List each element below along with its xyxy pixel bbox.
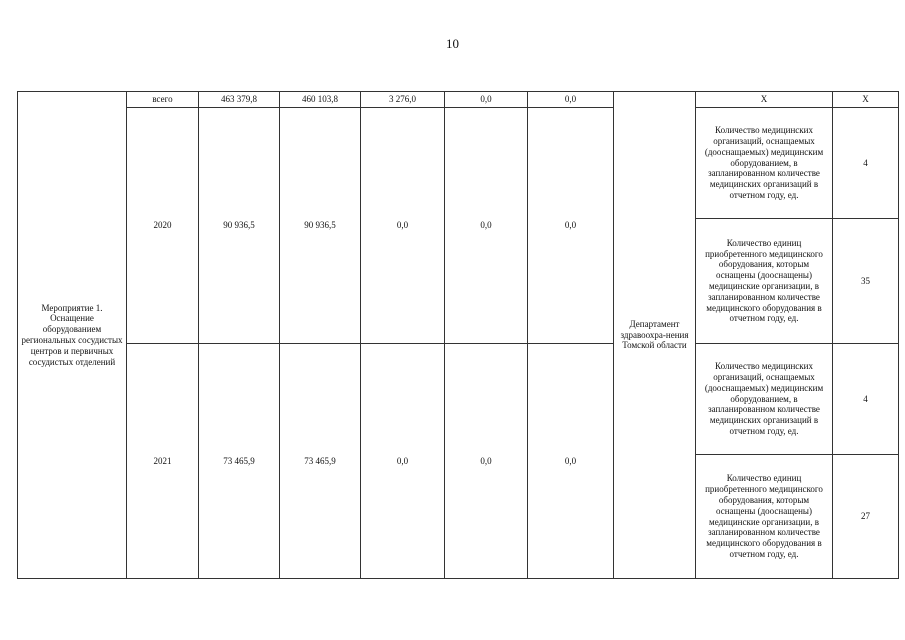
- year-cell: 2020: [127, 108, 199, 344]
- indicator-value: 35: [833, 219, 899, 344]
- year-row: [18, 108, 899, 219]
- page-number: 10: [446, 36, 459, 51]
- event-name: Мероприятие 1. Оснащение оборудованием региональных сосудистых центров и первичных сосудистых отделений: [18, 92, 127, 579]
- indicator-text: Количество единиц приобретенного медицинского оборудования, которым оснащены (дооснащены) медицинские организации, в запланированном количестве медицинского оборудования в отчетном году, ед.: [696, 219, 833, 344]
- year-value: 0,0: [528, 344, 614, 579]
- indicator-text: Количество медицинских организаций, оснащаемых (дооснащаемых) медицинским оборудованием, в запланированном количестве медицинских организаций в отчетном году, ед.: [696, 108, 833, 219]
- indicator-text: Количество единиц приобретенного медицинского оборудования, которым оснащены (дооснащены) медицинские организации, в запланированном количестве медицинского оборудования в отчетном году, ед.: [696, 455, 833, 579]
- year-value: 0,0: [361, 108, 445, 344]
- year-cell: 2021: [127, 344, 199, 579]
- year-value: 73 465,9: [280, 344, 361, 579]
- total-label: всего: [127, 92, 199, 108]
- indicator-text: Количество медицинских организаций, оснащаемых (дооснащаемых) медицинским оборудованием, в запланированном количестве медицинских организаций в отчетном году, ед.: [696, 344, 833, 455]
- department: Департамент здравоохра-нения Томской области: [614, 92, 696, 579]
- total-value: 463 379,8: [199, 92, 280, 108]
- total-value: 0,0: [528, 92, 614, 108]
- year-value: 90 936,5: [280, 108, 361, 344]
- indicator-value: 4: [833, 108, 899, 219]
- total-value: 0,0: [445, 92, 528, 108]
- indicator-value: 4: [833, 344, 899, 455]
- total-row: [18, 92, 899, 108]
- year-value: 0,0: [528, 108, 614, 344]
- target-placeholder: X: [833, 92, 899, 108]
- year-value: 0,0: [445, 344, 528, 579]
- total-value: 460 103,8: [280, 92, 361, 108]
- total-value: 3 276,0: [361, 92, 445, 108]
- year-value: 90 936,5: [199, 108, 280, 344]
- activity-table: [17, 91, 899, 579]
- indicator-placeholder: X: [696, 92, 833, 108]
- indicator-value: 27: [833, 455, 899, 579]
- year-row: [18, 344, 899, 455]
- year-value: 73 465,9: [199, 344, 280, 579]
- year-value: 0,0: [445, 108, 528, 344]
- year-value: 0,0: [361, 344, 445, 579]
